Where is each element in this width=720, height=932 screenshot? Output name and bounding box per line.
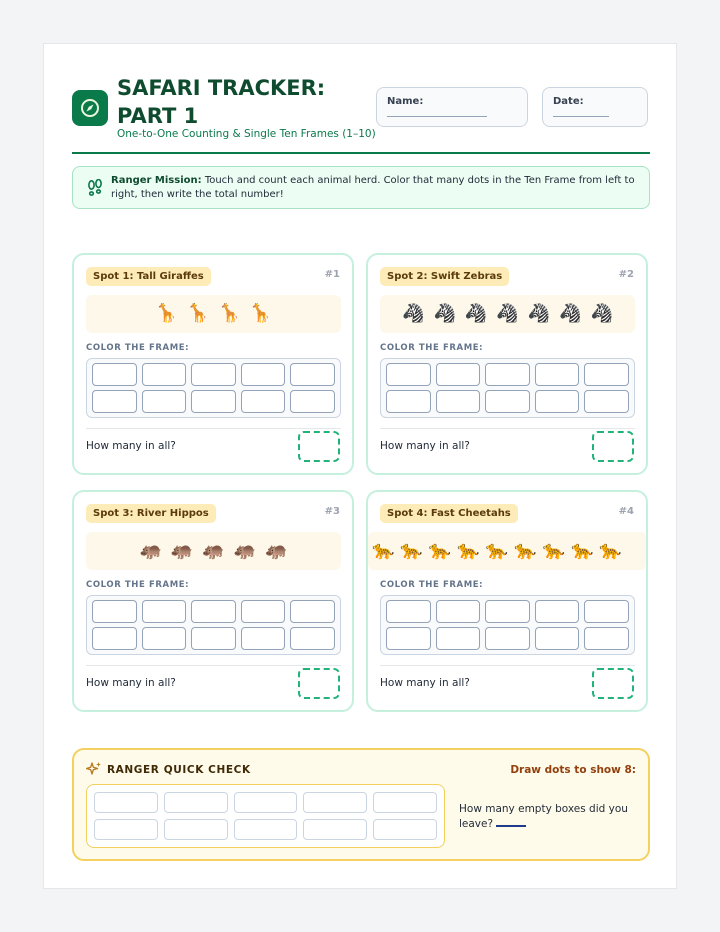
spot-title: Spot 4: Fast Cheetahs: [380, 504, 518, 523]
animal-icon: 🦛: [265, 540, 288, 561]
quick-check-instruction: Draw dots to show 8:: [510, 764, 636, 776]
ten-frame-cell[interactable]: [94, 819, 158, 840]
ten-frame-cell[interactable]: [290, 600, 335, 623]
ten-frame-cell[interactable]: [373, 792, 437, 813]
name-label: Name:: [387, 96, 424, 107]
sparkles-icon: [86, 761, 102, 781]
ten-frame-cell[interactable]: [142, 390, 187, 413]
count-question: How many in all?: [380, 677, 470, 689]
ten-frame-cell[interactable]: [92, 600, 137, 623]
frame-label: COLOR THE FRAME:: [380, 343, 484, 353]
ten-frame-cell[interactable]: [94, 792, 158, 813]
animal-icon: 🐆: [457, 540, 480, 561]
ten-frame-cell[interactable]: [436, 627, 481, 650]
ten-frame-cell[interactable]: [92, 363, 137, 386]
date-label: Date:: [553, 96, 584, 107]
quick-check-title: RANGER QUICK CHECK: [107, 764, 251, 776]
spot-number: #2: [618, 269, 634, 280]
animal-icon: 🐆: [428, 540, 452, 561]
ten-frame-cell[interactable]: [386, 600, 431, 623]
frame-label: COLOR THE FRAME:: [86, 343, 190, 353]
spot-card-2: [366, 253, 648, 475]
ten-frame-cell[interactable]: [303, 819, 367, 840]
spot-number: #3: [324, 506, 340, 517]
ten-frame-cell[interactable]: [191, 600, 236, 623]
animal-icon: 🐆: [400, 540, 423, 561]
mission-body: Touch and count each animal herd. Color that many dots in the Ten Frame from left to right, then write the total number!: [111, 175, 635, 200]
ten-frame-cell[interactable]: [584, 600, 629, 623]
spot-title: Spot 3: River Hippos: [86, 504, 216, 523]
animal-icon: 🦛: [170, 540, 194, 561]
header-divider: [72, 152, 650, 154]
animal-icon: 🦓: [590, 303, 613, 324]
animal-icon: 🦓: [496, 303, 519, 324]
animal-icon: 🐆: [570, 540, 594, 561]
ten-frame-cell[interactable]: [584, 363, 629, 386]
ten-frame-cell[interactable]: [164, 792, 228, 813]
spot-number: #4: [618, 506, 634, 517]
ten-frame-cell[interactable]: [485, 363, 530, 386]
spot-title: Spot 1: Tall Giraffes: [86, 267, 211, 286]
ten-frame-cell[interactable]: [436, 390, 481, 413]
answer-box[interactable]: [298, 668, 340, 699]
ten-frame-cell[interactable]: [485, 627, 530, 650]
spot-card-4: [366, 490, 648, 712]
page-subtitle: One-to-One Counting & Single Ten Frames (1–10): [117, 128, 376, 140]
ten-frame-cell[interactable]: [485, 600, 530, 623]
ten-frame-cell[interactable]: [535, 600, 580, 623]
animal-icon: 🦓: [559, 303, 582, 324]
name-field[interactable]: [376, 87, 528, 127]
ten-frame-cell[interactable]: [436, 600, 481, 623]
ten-frame-cell[interactable]: [535, 627, 580, 650]
animal-icon: 🦓: [433, 303, 456, 324]
ten-frame-cell[interactable]: [290, 627, 335, 650]
ten-frame: [380, 595, 635, 655]
ten-frame-cell[interactable]: [386, 627, 431, 650]
spot-title: Spot 2: Swift Zebras: [380, 267, 509, 286]
ten-frame-cell[interactable]: [535, 390, 580, 413]
quick-check-question: [459, 802, 639, 832]
animal-icon: 🦓: [402, 303, 425, 324]
ten-frame-cell[interactable]: [142, 600, 187, 623]
ten-frame-cell[interactable]: [584, 390, 629, 413]
ten-frame-cell[interactable]: [290, 363, 335, 386]
footprints-icon: [87, 179, 103, 201]
ten-frame-cell[interactable]: [191, 390, 236, 413]
ten-frame-cell[interactable]: [241, 600, 286, 623]
ten-frame-cell[interactable]: [241, 390, 286, 413]
frame-label: COLOR THE FRAME:: [86, 580, 190, 590]
ten-frame-cell[interactable]: [436, 363, 481, 386]
date-field[interactable]: [542, 87, 648, 127]
ten-frame-cell[interactable]: [290, 390, 335, 413]
ten-frame-cell[interactable]: [142, 363, 187, 386]
ten-frame-cell[interactable]: [386, 363, 431, 386]
ten-frame: [86, 358, 341, 418]
spot-number: #1: [324, 269, 340, 280]
mission-box: [72, 166, 650, 209]
ten-frame-cell[interactable]: [386, 390, 431, 413]
ten-frame-cell[interactable]: [303, 792, 367, 813]
frame-label: COLOR THE FRAME:: [380, 580, 484, 590]
animal-herd: [86, 295, 341, 333]
quick-check-ten-frame: [86, 784, 445, 848]
card-divider: [86, 428, 341, 429]
animal-icon: 🦛: [202, 540, 225, 561]
animal-herd: [368, 532, 646, 570]
card-divider: [86, 665, 341, 666]
animal-herd: [380, 295, 635, 333]
animal-icon: 🦒: [249, 303, 272, 324]
compass-icon: [72, 90, 108, 126]
animal-herd: [86, 532, 341, 570]
mission-label: Ranger Mission:: [111, 175, 202, 186]
page-title: SAFARI TRACKER: PART 1: [117, 76, 326, 128]
count-question: How many in all?: [86, 440, 176, 452]
ten-frame-cell[interactable]: [191, 363, 236, 386]
date-line: [553, 116, 609, 117]
animal-icon: 🦛: [233, 540, 257, 561]
ten-frame-cell[interactable]: [142, 627, 187, 650]
card-divider: [380, 665, 635, 666]
ten-frame-cell[interactable]: [234, 819, 298, 840]
ten-frame-cell[interactable]: [234, 792, 298, 813]
ten-frame-cell[interactable]: [584, 627, 629, 650]
animal-icon: 🦓: [464, 303, 488, 324]
ten-frame-cell[interactable]: [164, 819, 228, 840]
ten-frame-cell[interactable]: [92, 390, 137, 413]
count-question: How many in all?: [380, 440, 470, 452]
quick-check-question-text: How many empty boxes did you leave?: [459, 803, 628, 830]
animal-icon: 🐆: [514, 540, 537, 561]
animal-icon: 🐆: [599, 540, 622, 561]
quick-check-box: [72, 748, 650, 861]
name-line: [387, 116, 487, 117]
ten-frame-cell[interactable]: [485, 390, 530, 413]
answer-blank[interactable]: [496, 825, 526, 827]
animal-icon: 🐆: [542, 540, 565, 561]
animal-icon: 🦓: [527, 303, 551, 324]
answer-box[interactable]: [592, 431, 634, 462]
spot-card-1: [72, 253, 354, 475]
animal-icon: 🦒: [186, 303, 209, 324]
animal-icon: 🐆: [485, 540, 509, 561]
animal-icon: 🦛: [139, 540, 162, 561]
animal-icon: 🐆: [372, 540, 395, 561]
mission-text: [111, 174, 641, 202]
ten-frame-cell[interactable]: [92, 627, 137, 650]
ten-frame: [86, 595, 341, 655]
ten-frame: [380, 358, 635, 418]
spot-card-3: [72, 490, 354, 712]
ten-frame-cell[interactable]: [373, 819, 437, 840]
ten-frame-cell[interactable]: [241, 627, 286, 650]
answer-box[interactable]: [592, 668, 634, 699]
ten-frame-cell[interactable]: [191, 627, 236, 650]
ten-frame-cell[interactable]: [535, 363, 580, 386]
animal-icon: 🦒: [155, 303, 178, 324]
card-divider: [380, 428, 635, 429]
ten-frame-cell[interactable]: [241, 363, 286, 386]
animal-icon: 🦒: [218, 303, 241, 324]
worksheet: [43, 43, 677, 889]
answer-box[interactable]: [298, 431, 340, 462]
count-question: How many in all?: [86, 677, 176, 689]
